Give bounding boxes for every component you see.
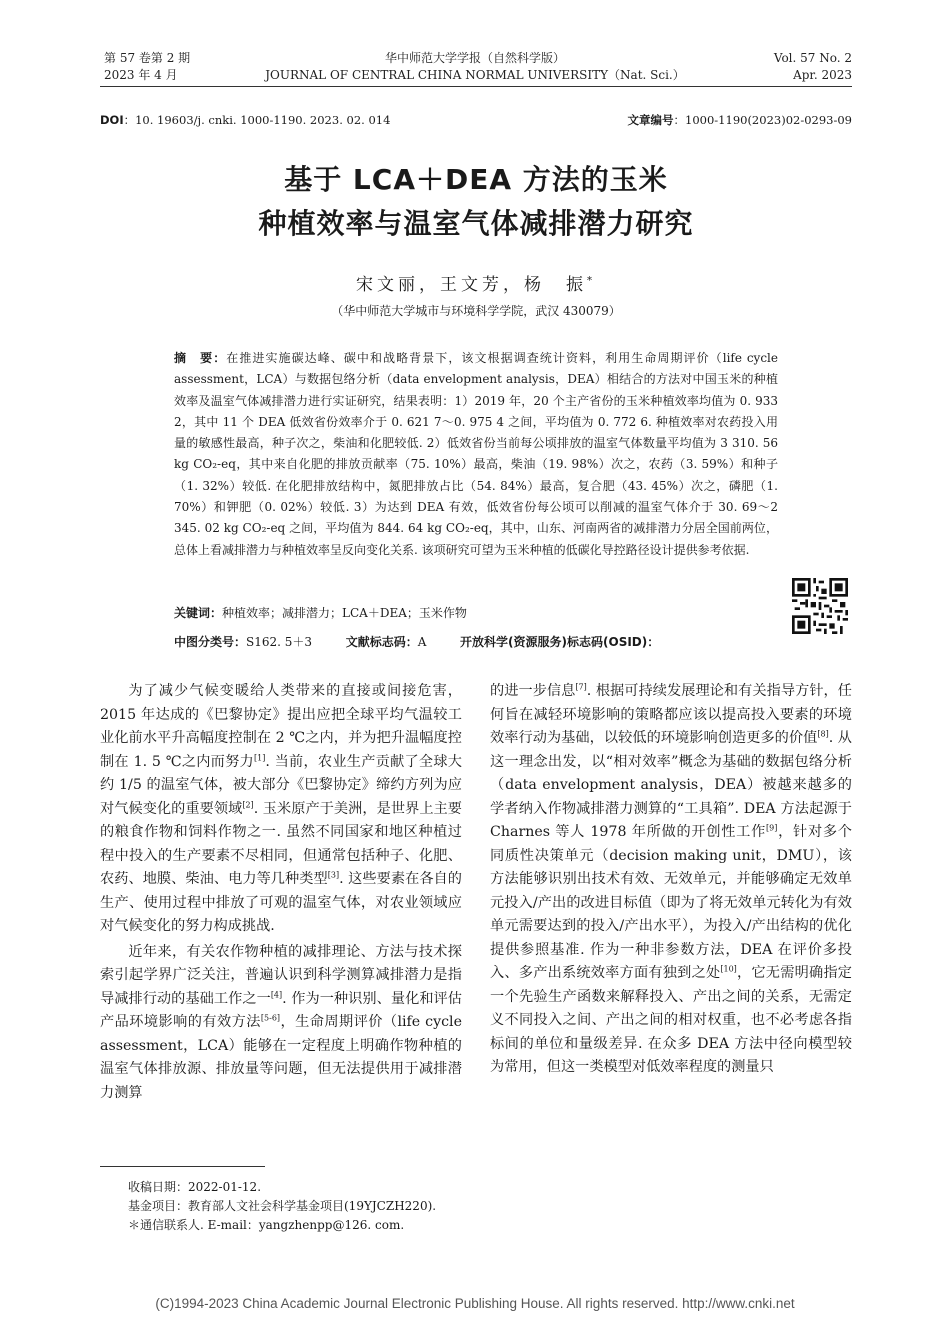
- article-number-label: 文章编号: [627, 113, 674, 127]
- doi-value: ：10. 19603/j. cnki. 1000-1190. 2023. 02. 014: [123, 113, 391, 127]
- header-rule: [100, 86, 852, 87]
- corresponding-contact: ＊通信联系人. E-mail：yangzhenpp@126. com.: [128, 1218, 405, 1232]
- author-list: [100, 270, 852, 295]
- fund-info: 基金项目：教育部人文社会科学基金项目(19YJCZH220).: [128, 1199, 437, 1213]
- title-line-2: 种植效率与温室气体减排潜力研究: [258, 207, 694, 240]
- corresponding-mark: *: [587, 275, 596, 287]
- affiliation: （华中师范大学城市与环境科学学院，武汉 430079）: [331, 304, 621, 318]
- classification-line: [174, 633, 659, 650]
- citation: [3]: [327, 870, 340, 880]
- authors: 宋文丽，王文芳，杨 振: [356, 275, 587, 295]
- text-run: . 从这一理念出发，以“相对效率”概念为基础的数据包络分析（data envelopment analysis，DEA）被越来越多的学者纳入作物减排潜力测算的“工具箱”. DEA 方法起源于 Charnes 等人 1978 年所做的开创性工作: [490, 730, 852, 840]
- citation: [9]: [766, 823, 778, 833]
- volume-issue: 第 57 卷第 2 期: [104, 51, 191, 65]
- keywords-label: 关键词：: [174, 606, 223, 620]
- journal-issue-info: [104, 50, 190, 84]
- body-right-column: [490, 680, 852, 1080]
- citation: [10]: [720, 964, 737, 974]
- citation: [5-6]: [260, 1013, 281, 1023]
- doc-code-label: 文献标志码：: [345, 635, 418, 649]
- abstract-label: 摘 要：: [174, 351, 227, 365]
- paper-title: [100, 158, 852, 246]
- doc-code-value: A: [417, 635, 427, 649]
- journal-name: [220, 50, 730, 84]
- title-line-1: 基于 LCA＋DEA 方法的玉米: [284, 163, 668, 196]
- article-number-line: [628, 112, 852, 128]
- text-run: . 玉米原产于美洲，是世界上主要的粮食作物和饲料作物之一. 虽然不同国家和地区种植过程中投入的生产要素不尽相同，但通常包括种子、化肥、农药、地膜、柴油、电力等几种类型: [100, 800, 462, 887]
- article-number-value: ：1000-1190(2023)02-0293-09: [673, 113, 852, 127]
- journal-name-en: JOURNAL OF CENTRAL CHINA NORMAL UNIVERSITY（Nat. Sci.）: [265, 68, 685, 82]
- paragraph: [100, 941, 462, 1106]
- paragraph: [490, 680, 852, 1080]
- text-run: 为了减少气候变暖给人类带来的直接或间接危害，2015 年达成的《巴黎协定》提出应把全球平均气温较工业化前水平升高幅度控制在 2 ℃之内，并为把升温幅度控制在 1. 5 ℃之内而努力: [100, 683, 462, 770]
- clc-label: 中图分类号：: [174, 635, 247, 649]
- abstract: [174, 348, 778, 561]
- doi-line: [100, 112, 390, 128]
- text-run: . 作为一种识别、量化和评估产品环境影响的有效方法: [100, 990, 462, 1030]
- body-left-column: [100, 680, 462, 1105]
- journal-volume-en: [774, 50, 852, 84]
- text-run: . 根据可持续发展理论和有关指导方针，任何旨在减轻环境影响的策略都应该以提高投入要素的环境效率行动为基础，以较低的环境影响创造更多的价值: [490, 683, 852, 746]
- abstract-text: 在推进实施碳达峰、碳中和战略背景下，该文根据调查统计资料，利用生命周期评价（life cycle assessment，LCA）与数据包络分析（data envelopment analysis，DEA）相结合的方法对中国玉米的种植效率及温室气体减排潜力进行实证研究，结果表明：1）2019 年，20 个主产省份的玉米种植效率均值为 0. 933 2，其中 11 个 DEA 低效省份效率介于 0. 621 7～0. 975 4 之间，平均值为 0. 772 6. 种植效率对农药投入用量的敏感性最高，种子次之，柴油和化肥较低. 2）低效省份当前每公顷排放的温室气体数量平均值为 3 310. 56 kg CO₂-eq，其中来自化肥的排放贡献率（75. 10%）最高，柴油（19. 98%）次之，农药（3. 59%）和种子（1. 32%）较低. 在化肥排放结构中，氮肥排放占比（54. 84%）最高，复合肥（43. 45%）次之，磷肥（1. 70%）和钾肥（0. 02%）较低. 3）为达到 DEA 有效，低效省份每公顷可以削减的温室气体介于 30. 69～2 345. 02 kg CO₂-eq 之间，平均值为 844. 64 kg CO₂-eq，其中，山东、河南两省的减排潜力分居全国前两位，总体上看减排潜力与种植效率呈反向变化关系. 该项研究可望为玉米种植的低碳化导控路径设计提供参考依据.: [174, 351, 778, 557]
- footnote-rule: [100, 1166, 265, 1167]
- issue-date: 2023 年 4 月: [104, 68, 178, 82]
- paragraph: [100, 680, 462, 939]
- footnotes: [128, 1178, 436, 1235]
- citation: [2]: [242, 799, 254, 809]
- date-en: Apr. 2023: [793, 68, 852, 82]
- text-run: ，针对多个同质性决策单元（decision making unit，DMU），该方法能够识别出技术有效、无效单元，并能够确定无效单元投入/产出的改进目标值（即为了将无效单元转化为有效单元需要达到的投入/产出水平），为投入/产出结构的优化提供参照基准. 作为一种非参数方法，DEA 在评价多投入、多产出系统效率方面有独到之处: [490, 824, 852, 981]
- doi-label: DOI: [100, 113, 124, 127]
- journal-name-cn: 华中师范大学学报（自然科学版）: [384, 51, 565, 65]
- keywords-text: 种植效率；减排潜力；LCA＋DEA；玉米作物: [222, 606, 467, 620]
- text-run: 近年来，有关农作物种植的减排理论、方法与技术探索引起学界广泛关注，普遍认识到科学测算减排潜力是指导减排行动的基础工作之一: [100, 943, 462, 1007]
- osid-qr-code-icon[interactable]: [792, 578, 848, 634]
- text-run: 的进一步信息: [490, 683, 576, 699]
- citation: [4]: [270, 989, 283, 999]
- osid-label: 开放科学(资源服务)标志码(OSID)：: [460, 635, 660, 649]
- copyright-footer: (C)1994-2023 China Academic Journal Electronic Publishing House. All rights reserved. http://www.cnki.net: [155, 1296, 795, 1311]
- keywords: [174, 604, 467, 621]
- received-date: 收稿日期：2022-01-12.: [128, 1180, 262, 1194]
- text-run: . 当前，农业生产贡献了全球大约 1/5 的温室气体，被大部分《巴黎协定》缔约方列为应对气候变化的重要领域: [100, 753, 462, 817]
- citation: [8]: [817, 729, 829, 739]
- text-run: . 这些要素在各自的生产、使用过程中排放了可观的温室气体，对农业领域应对气候变化的努力构成挑战.: [100, 871, 462, 934]
- clc-value: S162. 5＋3: [246, 635, 313, 649]
- text-run: ，生命周期评价（life cycle assessment，LCA）能够在一定程度上明确作物种植的温室气体排放源、排放量等问题，但无法提供用于减排潜力测算: [100, 1014, 462, 1101]
- volume-no-en: Vol. 57 No. 2: [773, 51, 852, 65]
- citation: [7]: [575, 682, 587, 692]
- citation: [1]: [253, 752, 266, 762]
- text-run: ，它无需明确指定一个先验生产函数来解释投入、产出之间的关系，无需定义不同投入之间、产出之间的相对权重，也不必考虑各指标间的单位和量级差异. 在众多 DEA 方法中径向模型较为常用，但这一类模型对低效率程度的测量只: [490, 965, 852, 1075]
